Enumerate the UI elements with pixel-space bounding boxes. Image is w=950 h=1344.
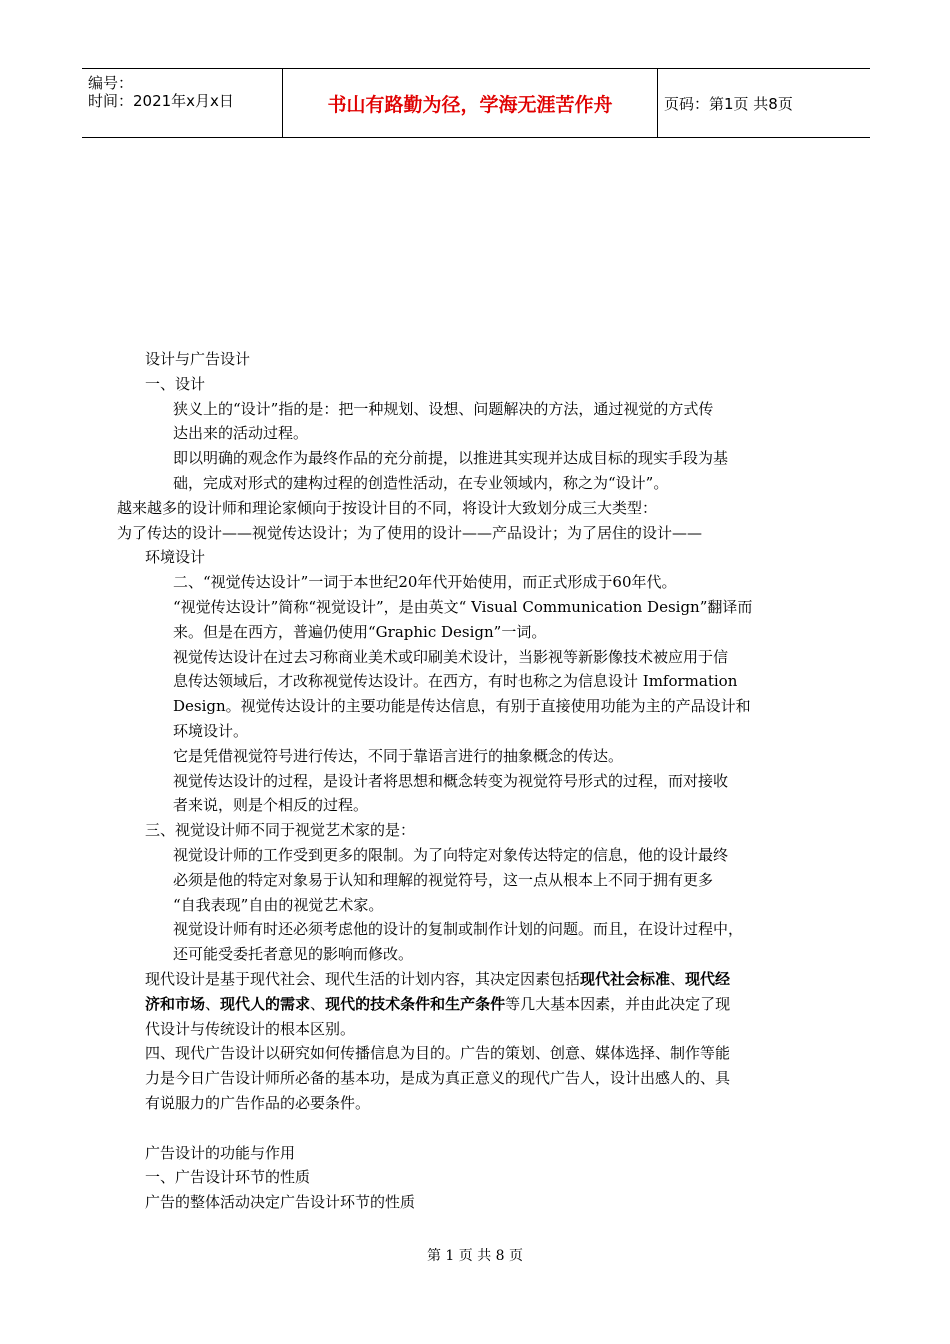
heading-design: 一、设计 — [145, 374, 206, 393]
text-line: 即以明确的观念作为最终作品的充分前提，以推进其实现并达成目标的现实手段为基 — [173, 449, 729, 468]
text-line: Design。视觉传达设计的主要功能是传达信息，有别于直接使用功能为主的产品设计和 — [173, 697, 751, 716]
bold-term: 现代社会标准 — [580, 969, 671, 988]
section-title: 广告设计的功能与作用 — [145, 1143, 296, 1162]
text-line-modern-design — [145, 992, 815, 1017]
bold-term: 济和市场 — [145, 994, 206, 1013]
heading-modern-advertising: 四、现代广告设计以研究如何传播信息为目的。广告的策划、创意、媒体选择、制作等能 — [145, 1044, 731, 1063]
section-title: 设计与广告设计 — [145, 350, 251, 368]
text-line-modern-design — [145, 967, 815, 992]
text-line: 代设计与传统设计的根本区别。 — [145, 1019, 356, 1038]
bold-term: 现代经 — [685, 969, 731, 988]
header-motto: 书山有路勤为径，学海无涯苦作舟 — [283, 69, 658, 137]
header-page-info: 页码：第1页 共8页 — [664, 94, 793, 113]
text-line: 者来说，则是个相反的过程。 — [173, 796, 369, 815]
text-line: 视觉设计师的工作受到更多的限制。为了向特定对象传达特定的信息，他的设计最终 — [173, 845, 729, 864]
document-date-label: 时间：2021年x月x日 — [88, 92, 234, 110]
text-line: 必须是他的特定对象易于认知和理解的视觉符号，这一点从根本上不同于拥有更多 — [173, 870, 714, 889]
text-run: 、 — [310, 994, 326, 1013]
blank-line — [145, 1116, 815, 1141]
text-line: 狭义上的“设计”指的是：把一种规划、设想、问题解决的方法，通过视觉的方式传 — [173, 399, 714, 418]
text-line: 环境设计 — [145, 548, 206, 567]
text-run: 、 — [205, 994, 221, 1013]
text-line: 视觉传达设计的过程，是设计者将思想和概念转变为视觉符号形式的过程，而对接收 — [173, 771, 729, 790]
heading-visual-communication: 二、“视觉传达设计”一词于本世纪20年代开始使用，而正式形成于60年代。 — [173, 573, 677, 592]
text-line: 视觉传达设计在过去习称商业美术或印刷美术设计，当影视等新影像技术被应用于信 — [173, 647, 729, 666]
text-line: “自我表现”自由的视觉艺术家。 — [173, 895, 384, 914]
text-line: 来。但是在西方，普遍仍使用“Graphic Design”一词。 — [173, 622, 547, 641]
text-run: 、 — [670, 969, 686, 988]
text-line: 广告的整体活动决定广告设计环节的性质 — [145, 1193, 416, 1212]
text-line: 为了传达的设计——视觉传达设计；为了使用的设计——产品设计；为了居住的设计—— — [117, 523, 703, 542]
bold-term: 现代人的需求 — [220, 994, 311, 1013]
text-line: 有说服力的广告作品的必要条件。 — [145, 1093, 371, 1112]
text-line: 环境设计。 — [173, 721, 249, 740]
text-line: 它是凭借视觉符号进行传达，不同于靠语言进行的抽象概念的传达。 — [173, 746, 624, 765]
text-line: 础，完成对形式的建构过程的创造性活动，在专业领域内，称之为“设计”。 — [173, 473, 669, 492]
text-run: 等几大基本因素，并由此决定了现 — [505, 994, 731, 1013]
text-line: 息传达领域后，才改称视觉传达设计。在西方，有时也称之为信息设计 Imformation — [173, 672, 738, 691]
text-line: 还可能受委托者意见的影响而修改。 — [173, 945, 414, 964]
text-line: “视觉传达设计”简称“视觉设计”，是由英文“ Visual Communication Design”翻译而 — [173, 597, 753, 616]
document-number-label: 编号： — [88, 74, 134, 92]
heading-visual-designer: 三、视觉设计师不同于视觉艺术家的是： — [145, 821, 416, 840]
header-meta-cell — [82, 69, 283, 137]
text-line: 力是今日广告设计师所必备的基本功，是成为真正意义的现代广告人，设计出感人的、具 — [145, 1069, 731, 1088]
bold-term: 现代的技术条件和生产条件 — [325, 994, 506, 1013]
document-body — [117, 347, 815, 1215]
page-footer: 第 1 页 共 8 页 — [426, 1248, 524, 1264]
text-line: 视觉设计师有时还必须考虑他的设计的复制或制作计划的问题。而且，在设计过程中， — [173, 920, 744, 939]
text-line: 达出来的活动过程。 — [173, 424, 309, 443]
page-header — [82, 68, 870, 138]
text-run: 现代设计是基于现代社会、现代生活的计划内容，其决定因素包括 — [145, 969, 581, 988]
text-line: 越来越多的设计师和理论家倾向于按设计目的不同，将设计大致划分成三大类型： — [117, 498, 658, 517]
heading-ad-design-nature: 一、广告设计环节的性质 — [145, 1168, 311, 1187]
